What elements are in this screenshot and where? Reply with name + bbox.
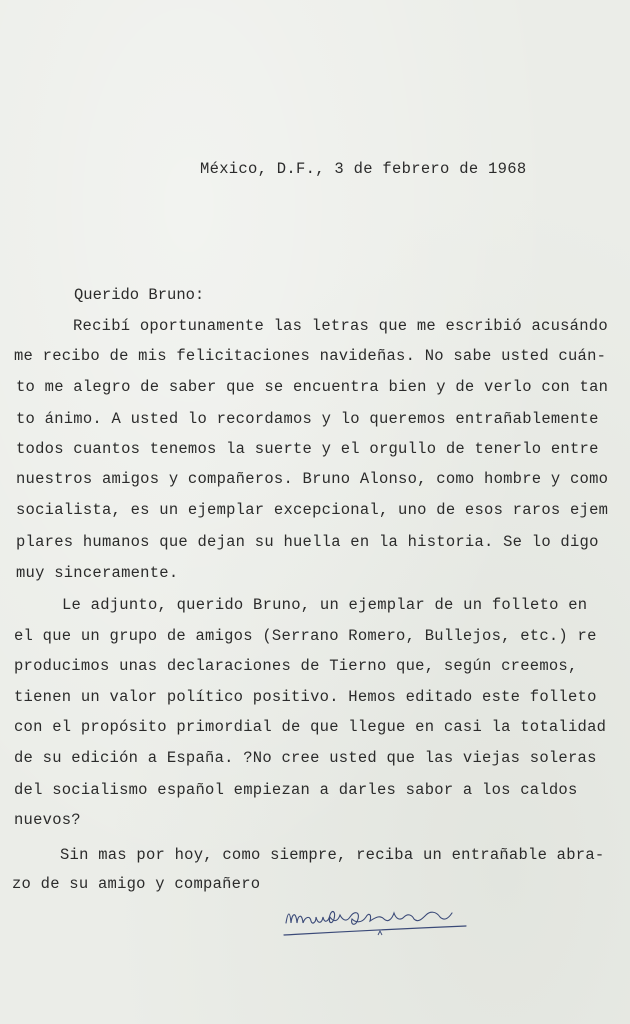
body-line: Recibí oportunamente las letras que me escribió acusándo (73, 317, 608, 335)
body-line: nuestros amigos y compañeros. Bruno Alonso, como hombre y como (16, 470, 609, 488)
body-line: socialista, es un ejemplar excepcional, uno de esos raros ejem (16, 501, 609, 519)
body-line: zo de su amigo y compañero (12, 875, 261, 893)
salutation: Querido Bruno: (74, 286, 205, 304)
body-line: muy sinceramente. (16, 564, 179, 582)
body-line: to me alegro de saber que se encuentra bien y de verlo con tan (16, 378, 609, 396)
body-line: plares humanos que dejan su huella en la historia. Se lo digo (16, 533, 599, 551)
body-line: Sin mas por hoy, como siempre, reciba un entrañable abra- (60, 846, 605, 864)
body-line: con el propósito primordial de que llegue en casi la totalidad (14, 718, 607, 736)
body-line: to ánimo. A usted lo recordamos y lo queremos entrañablemente (16, 410, 599, 428)
body-line: del socialismo español empiezan a darles sabor a los caldos (14, 781, 578, 799)
body-line: producimos unas declaraciones de Tierno que, según creemos, (14, 657, 578, 675)
body-line: nuevos? (14, 811, 81, 829)
faint-watermark (0, 950, 630, 1024)
body-line: tienen un valor político positivo. Hemos editado este folleto (14, 688, 597, 706)
body-line: de su edición a España. ?No cree usted que las viejas soleras (14, 749, 597, 767)
body-line: me recibo de mis felicitaciones navideñas. No sabe usted cuán- (14, 347, 607, 365)
body-line: todos cuantos tenemos la suerte y el orgullo de tenerlo entre (16, 440, 599, 458)
handwritten-signature (280, 893, 470, 943)
body-line: el que un grupo de amigos (Serrano Romero, Bullejos, etc.) re (14, 627, 597, 645)
body-line: Le adjunto, querido Bruno, un ejemplar de un folleto en (62, 596, 588, 614)
dateline: México, D.F., 3 de febrero de 1968 (200, 160, 527, 178)
